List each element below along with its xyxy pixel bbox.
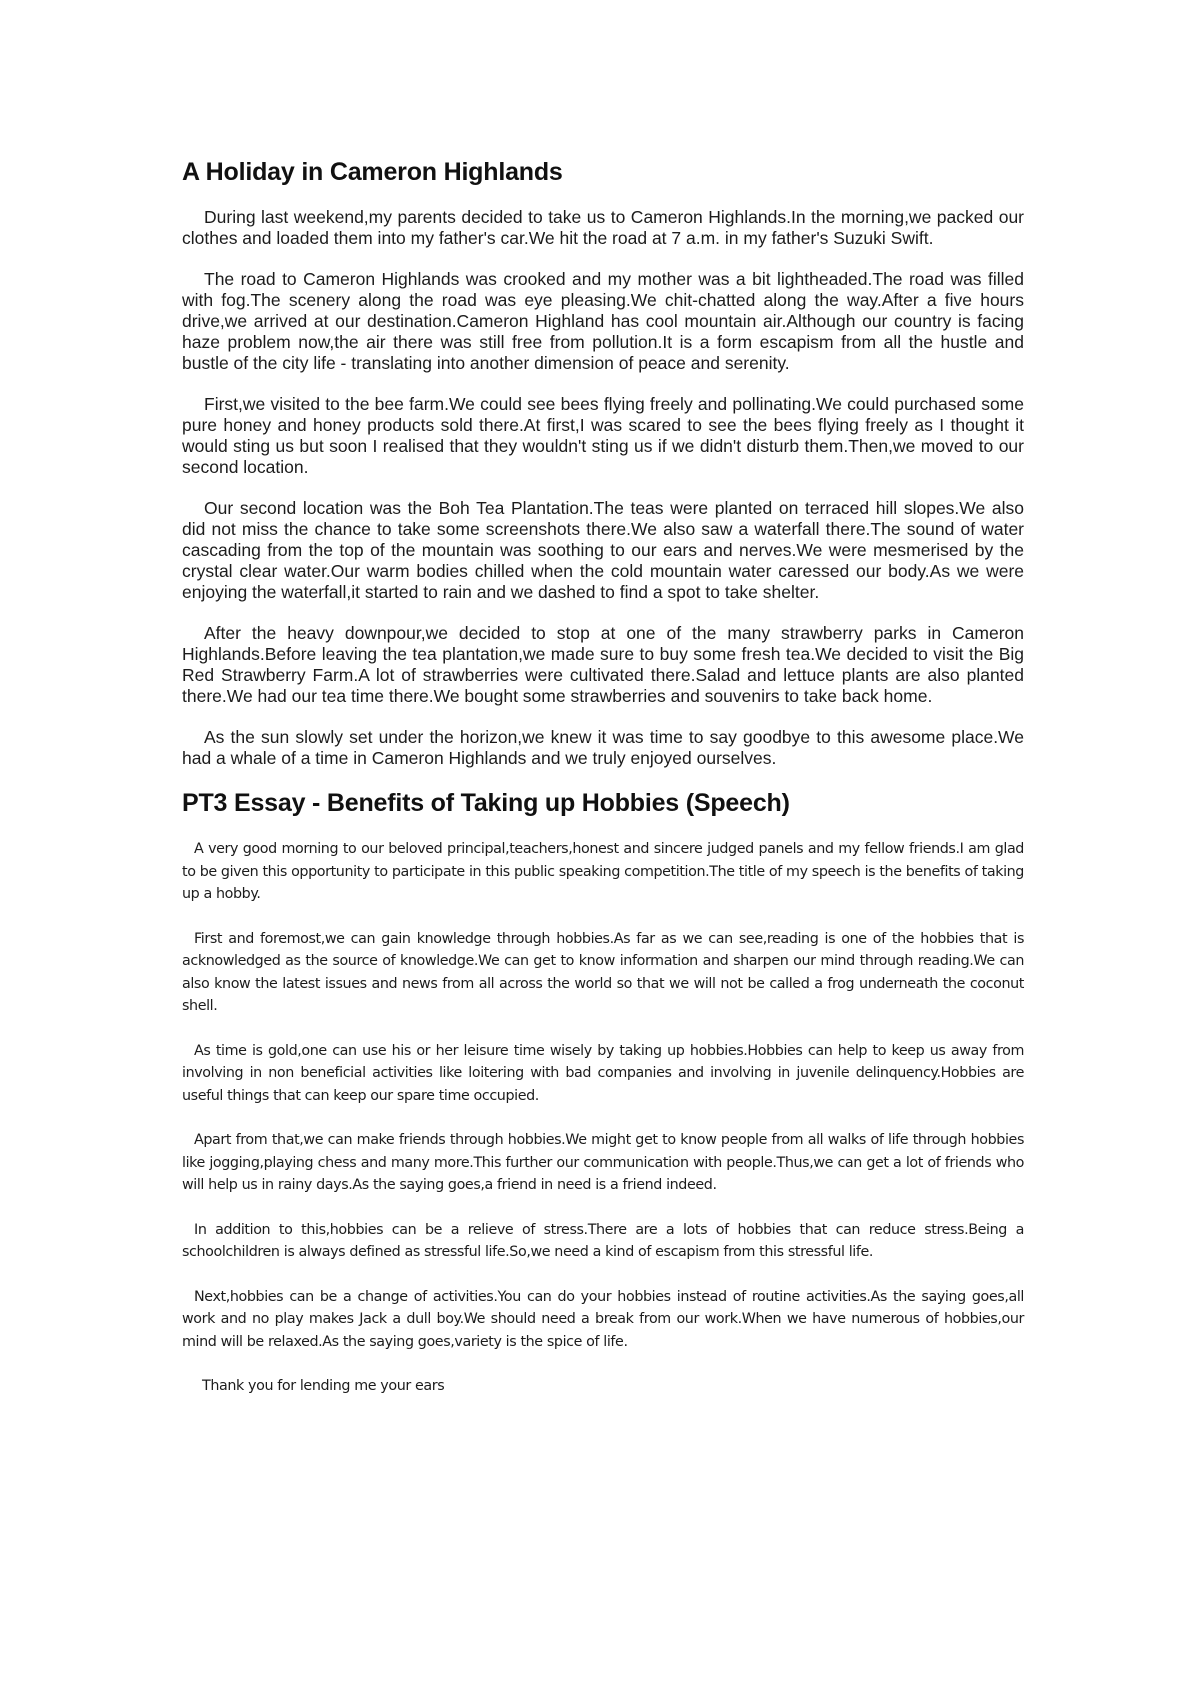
speech-closing: Thank you for lending me your ears	[202, 1378, 445, 1394]
essay-paragraph: The road to Cameron Highlands was crooked and my mother was a bit lightheaded.The road was filled with fog.The scenery along the road was eye pleasing.We chit-chatted along the way.After a five hours drive,we arrived at our destination.Cameron Highland has cool mountain air.Although our country is facing haze problem now,the air there was still free from pollution.It is a form escapism from all the hustle and bustle of the city life - translating into another dimension of peace and serenity.	[182, 269, 1024, 373]
essay-title-hobbies: PT3 Essay - Benefits of Taking up Hobbies (Speech)	[182, 789, 790, 817]
document-page	[182, 158, 1024, 1420]
essay-paragraph: First,we visited to the bee farm.We could see bees flying freely and pollinating.We could purchased some pure honey and honey products sold there.At first,I was scared to see the bees flying freely as I thought it would sting us but soon I realised that they wouldn't sting us if we didn't disturb them.Then,we moved to our second location.	[182, 394, 1024, 477]
essay-holiday	[182, 158, 1024, 769]
essay-paragraph: After the heavy downpour,we decided to stop at one of the many strawberry parks in Cameron Highlands.Before leaving the tea plantation,we made sure to buy some fresh tea.We decided to visit the Big Red Strawberry Farm.A lot of strawberries were cultivated there.Salad and lettuce plants are also planted there.We had our tea time there.We bought some strawberries and souvenirs to take back home.	[182, 623, 1024, 706]
speech-paragraph: A very good morning to our beloved principal,teachers,honest and sincere judged panels and my fellow friends.I am glad to be given this opportunity to participate in this public speaking competition.The title of my speech is the benefits of taking up a hobby.	[182, 841, 1024, 902]
speech-paragraph: Next,hobbies can be a change of activities.You can do your hobbies instead of routine activities.As the saying goes,all work and no play makes Jack a dull boy.We should need a break from our work.When we have numerous of hobbies,our mind will be relaxed.As the saying goes,variety is the spice of life.	[182, 1288, 1024, 1350]
essay-paragraph: Our second location was the Boh Tea Plantation.The teas were planted on terraced hill slopes.We also did not miss the chance to take some screenshots there.We also saw a waterfall there.The sound of water cascading from the top of the mountain was soothing to our ears and nerves.We were mesmerised by the crystal clear water.Our warm bodies chilled when the cold mountain water caressed our body.As we were enjoying the waterfall,it started to rain and we dashed to find a spot to take shelter.	[182, 498, 1024, 602]
speech-paragraph: As time is gold,one can use his or her leisure time wisely by taking up hobbies.Hobbies can help to keep us away from involving in non beneficial activities like loitering with bad companies and involving in juvenile delinquency.Hobbies are useful things that can keep our spare time occupied.	[182, 1042, 1024, 1104]
speech-paragraph: In addition to this,hobbies can be a relieve of stress.There are a lots of hobbies that can reduce stress.Being a schoolchildren is always defined as stressful life.So,we need a kind of escapism from this stressful life.	[182, 1221, 1024, 1260]
essay-paragraph: During last weekend,my parents decided to take us to Cameron Highlands.In the morning,we packed our clothes and loaded them into my father's car.We hit the road at 7 a.m. in my father's Suzuki Swift.	[182, 207, 1024, 248]
essay-hobbies-speech	[182, 789, 1024, 1398]
speech-paragraph: Apart from that,we can make friends through hobbies.We might get to know people from all walks of life through hobbies like jogging,playing chess and many more.This further our communication with people.Thus,we can get a lot of friends who will help us in rainy days.As the saying goes,a friend in need is a friend indeed.	[182, 1132, 1024, 1193]
essay-paragraph: As the sun slowly set under the horizon,we knew it was time to say goodbye to this awesome place.We had a whale of a time in Cameron Highlands and we truly enjoyed ourselves.	[182, 727, 1024, 768]
essay-title-holiday: A Holiday in Cameron Highlands	[182, 158, 563, 186]
speech-paragraph: First and foremost,we can gain knowledge through hobbies.As far as we can see,reading is one of the hobbies that is acknowledged as the source of knowledge.We can get to know information and sharpen our mind through reading.We can also know the latest issues and news from all across the world so that we will not be called a frog underneath the coconut shell.	[182, 930, 1024, 1014]
